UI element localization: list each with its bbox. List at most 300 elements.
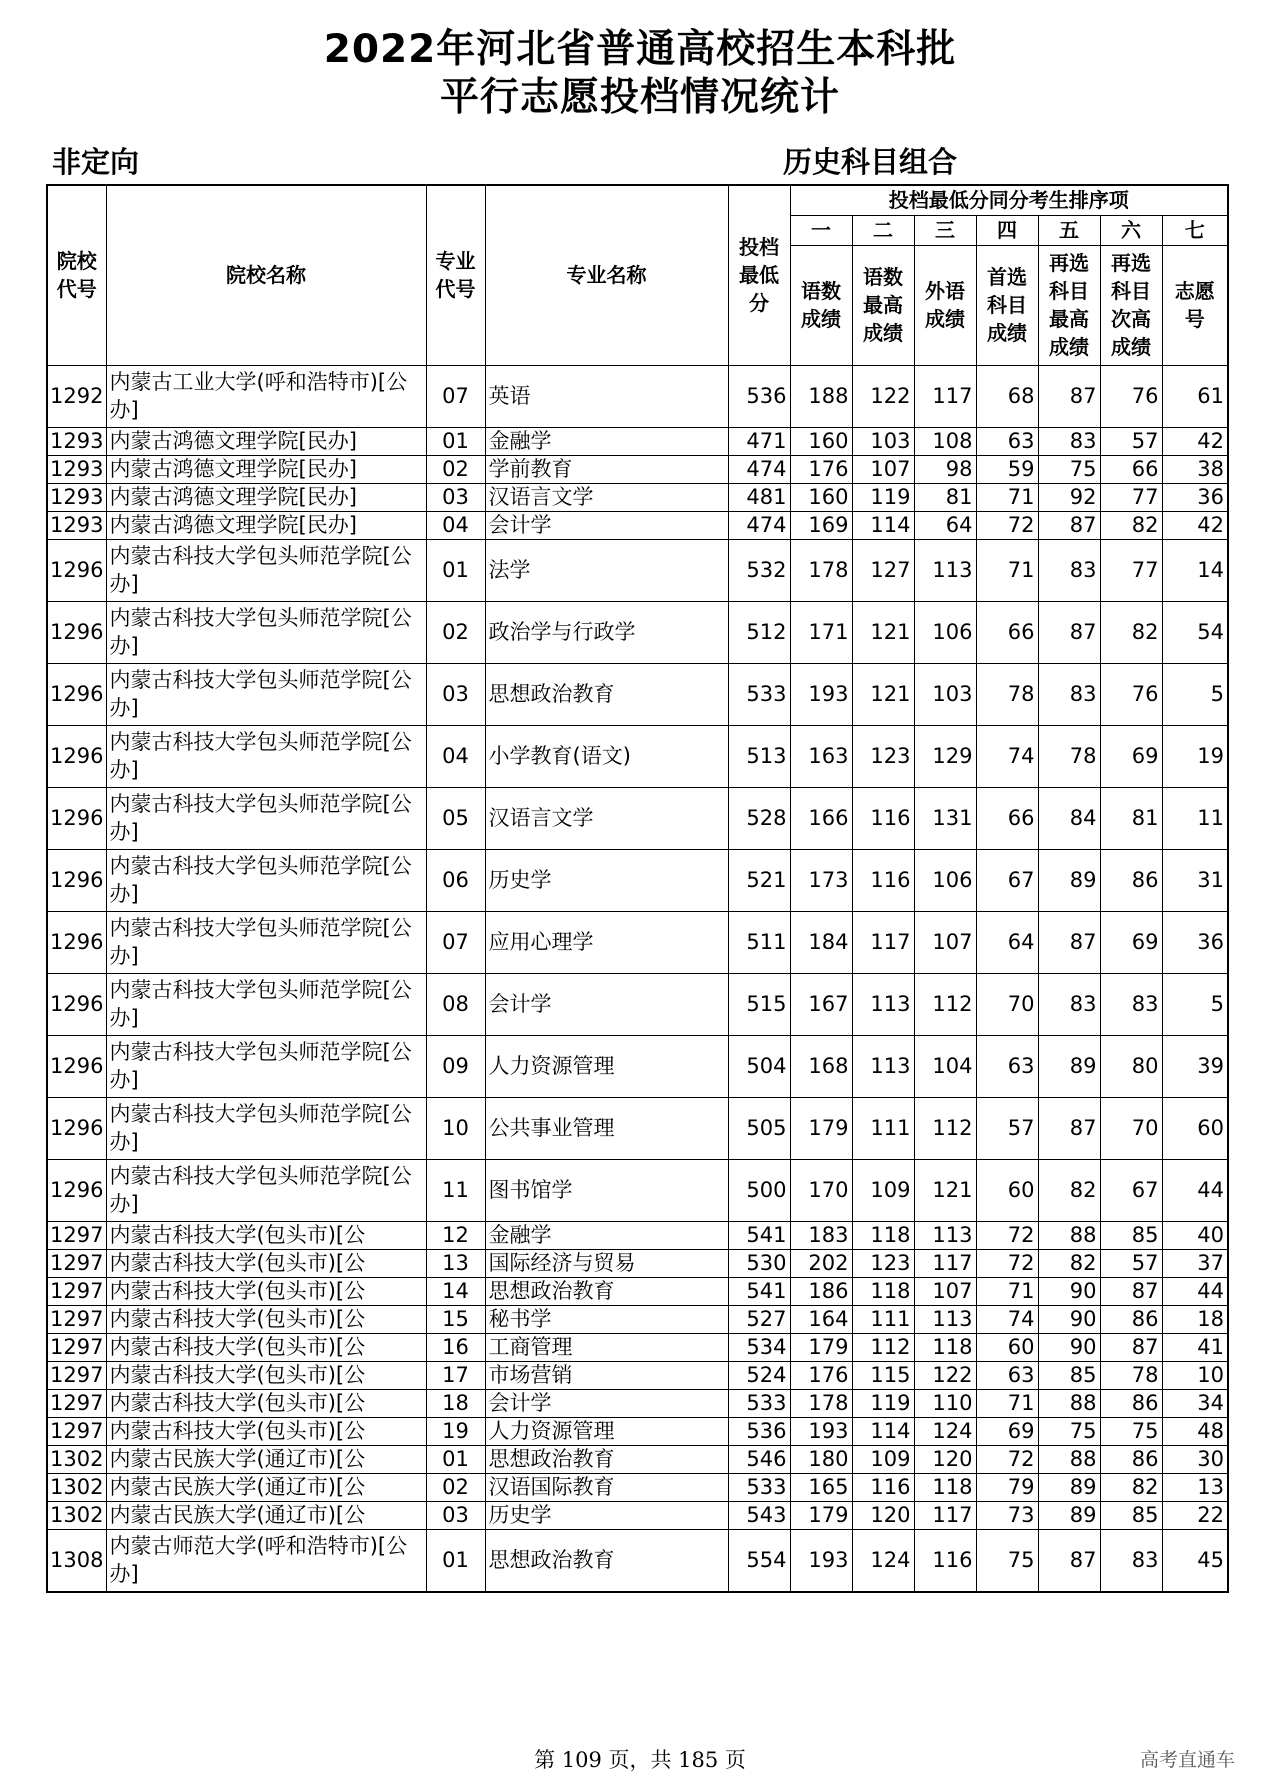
school-code-cell: 1293 bbox=[47, 455, 106, 483]
order-value-cell: 168 bbox=[790, 1035, 852, 1097]
order-value-cell: 18 bbox=[1162, 1305, 1228, 1333]
order-value-cell: 37 bbox=[1162, 1249, 1228, 1277]
order-value-cell: 76 bbox=[1100, 365, 1162, 427]
order-value-cell: 131 bbox=[914, 787, 976, 849]
order-value-cell: 90 bbox=[1038, 1277, 1100, 1305]
major-name-cell: 汉语国际教育 bbox=[485, 1473, 728, 1501]
major-code-cell: 09 bbox=[426, 1035, 485, 1097]
order-value-cell: 57 bbox=[1100, 1249, 1162, 1277]
min-score-cell: 481 bbox=[728, 483, 790, 511]
school-name-cell: 内蒙古科技大学包头师范学院[公办] bbox=[106, 601, 426, 663]
school-name-cell: 内蒙古科技大学(包头市)[公 bbox=[106, 1389, 426, 1417]
major-code-cell: 07 bbox=[426, 365, 485, 427]
table-row bbox=[47, 511, 1228, 539]
school-code-cell: 1297 bbox=[47, 1361, 106, 1389]
order-value-cell: 118 bbox=[852, 1277, 914, 1305]
major-code-cell: 19 bbox=[426, 1417, 485, 1445]
school-name-cell: 内蒙古科技大学包头师范学院[公办] bbox=[106, 539, 426, 601]
order-value-cell: 113 bbox=[914, 1305, 976, 1333]
order-value-cell: 111 bbox=[852, 1097, 914, 1159]
order-value-cell: 202 bbox=[790, 1249, 852, 1277]
order-value-cell: 68 bbox=[976, 365, 1038, 427]
school-code-cell: 1296 bbox=[47, 973, 106, 1035]
min-score-cell: 536 bbox=[728, 1417, 790, 1445]
table-row bbox=[47, 1249, 1228, 1277]
major-code-cell: 01 bbox=[426, 539, 485, 601]
header-order-item-1: 语数成绩 bbox=[790, 245, 852, 365]
order-value-cell: 116 bbox=[852, 1473, 914, 1501]
order-value-cell: 60 bbox=[976, 1333, 1038, 1361]
major-name-cell: 会计学 bbox=[485, 1389, 728, 1417]
major-code-cell: 08 bbox=[426, 973, 485, 1035]
table-row bbox=[47, 663, 1228, 725]
major-code-cell: 16 bbox=[426, 1333, 485, 1361]
major-code-cell: 12 bbox=[426, 1221, 485, 1249]
order-value-cell: 78 bbox=[1100, 1361, 1162, 1389]
header-min-score: 投档最低分 bbox=[728, 185, 790, 365]
order-value-cell: 69 bbox=[1100, 911, 1162, 973]
order-value-cell: 74 bbox=[976, 1305, 1038, 1333]
school-code-cell: 1293 bbox=[47, 511, 106, 539]
order-value-cell: 118 bbox=[914, 1473, 976, 1501]
order-value-cell: 57 bbox=[976, 1097, 1038, 1159]
order-value-cell: 116 bbox=[852, 787, 914, 849]
major-code-cell: 03 bbox=[426, 1501, 485, 1529]
school-code-cell: 1296 bbox=[47, 849, 106, 911]
major-code-cell: 15 bbox=[426, 1305, 485, 1333]
school-name-cell: 内蒙古科技大学包头师范学院[公办] bbox=[106, 663, 426, 725]
order-value-cell: 66 bbox=[976, 787, 1038, 849]
school-name-cell: 内蒙古科技大学(包头市)[公 bbox=[106, 1417, 426, 1445]
school-name-cell: 内蒙古民族大学(通辽市)[公 bbox=[106, 1445, 426, 1473]
table-row bbox=[47, 973, 1228, 1035]
order-value-cell: 74 bbox=[976, 725, 1038, 787]
table-row bbox=[47, 1159, 1228, 1221]
order-value-cell: 71 bbox=[976, 539, 1038, 601]
order-value-cell: 45 bbox=[1162, 1529, 1228, 1592]
order-value-cell: 5 bbox=[1162, 663, 1228, 725]
order-value-cell: 42 bbox=[1162, 511, 1228, 539]
major-name-cell: 国际经济与贸易 bbox=[485, 1249, 728, 1277]
order-value-cell: 86 bbox=[1100, 1305, 1162, 1333]
header-major-name: 专业名称 bbox=[485, 185, 728, 365]
order-value-cell: 179 bbox=[790, 1097, 852, 1159]
order-value-cell: 186 bbox=[790, 1277, 852, 1305]
major-code-cell: 03 bbox=[426, 483, 485, 511]
order-value-cell: 39 bbox=[1162, 1035, 1228, 1097]
plan-type-label: 非定向 bbox=[52, 145, 140, 179]
major-name-cell: 思想政治教育 bbox=[485, 1277, 728, 1305]
major-code-cell: 11 bbox=[426, 1159, 485, 1221]
school-code-cell: 1296 bbox=[47, 1097, 106, 1159]
order-value-cell: 166 bbox=[790, 787, 852, 849]
order-value-cell: 88 bbox=[1038, 1389, 1100, 1417]
min-score-cell: 534 bbox=[728, 1333, 790, 1361]
order-value-cell: 73 bbox=[976, 1501, 1038, 1529]
header-order-item-6: 再选科目次高成绩 bbox=[1100, 245, 1162, 365]
order-value-cell: 87 bbox=[1038, 365, 1100, 427]
admission-table bbox=[46, 184, 1229, 1593]
major-code-cell: 02 bbox=[426, 1473, 485, 1501]
min-score-cell: 541 bbox=[728, 1221, 790, 1249]
school-name-cell: 内蒙古民族大学(通辽市)[公 bbox=[106, 1473, 426, 1501]
table-row bbox=[47, 1097, 1228, 1159]
order-value-cell: 60 bbox=[1162, 1097, 1228, 1159]
order-value-cell: 82 bbox=[1100, 601, 1162, 663]
order-value-cell: 87 bbox=[1038, 1097, 1100, 1159]
order-value-cell: 89 bbox=[1038, 1501, 1100, 1529]
header-order-item-7: 志愿号 bbox=[1162, 245, 1228, 365]
order-value-cell: 122 bbox=[914, 1361, 976, 1389]
major-code-cell: 06 bbox=[426, 849, 485, 911]
order-value-cell: 117 bbox=[914, 1501, 976, 1529]
order-value-cell: 109 bbox=[852, 1445, 914, 1473]
major-name-cell: 金融学 bbox=[485, 1221, 728, 1249]
order-value-cell: 81 bbox=[914, 483, 976, 511]
min-score-cell: 528 bbox=[728, 787, 790, 849]
school-code-cell: 1302 bbox=[47, 1473, 106, 1501]
header-order-item-4: 首选科目成绩 bbox=[976, 245, 1038, 365]
order-value-cell: 69 bbox=[976, 1417, 1038, 1445]
school-name-cell: 内蒙古科技大学包头师范学院[公办] bbox=[106, 1097, 426, 1159]
major-name-cell: 政治学与行政学 bbox=[485, 601, 728, 663]
order-value-cell: 83 bbox=[1038, 427, 1100, 455]
table-row bbox=[47, 849, 1228, 911]
table-row bbox=[47, 1473, 1228, 1501]
order-value-cell: 112 bbox=[914, 1097, 976, 1159]
order-value-cell: 116 bbox=[914, 1529, 976, 1592]
major-code-cell: 04 bbox=[426, 725, 485, 787]
table-row bbox=[47, 483, 1228, 511]
min-score-cell: 512 bbox=[728, 601, 790, 663]
order-value-cell: 90 bbox=[1038, 1305, 1100, 1333]
school-name-cell: 内蒙古科技大学(包头市)[公 bbox=[106, 1277, 426, 1305]
order-value-cell: 176 bbox=[790, 1361, 852, 1389]
order-value-cell: 193 bbox=[790, 1417, 852, 1445]
school-name-cell: 内蒙古科技大学(包头市)[公 bbox=[106, 1333, 426, 1361]
min-score-cell: 500 bbox=[728, 1159, 790, 1221]
order-value-cell: 82 bbox=[1038, 1249, 1100, 1277]
order-value-cell: 59 bbox=[976, 455, 1038, 483]
min-score-cell: 513 bbox=[728, 725, 790, 787]
order-value-cell: 170 bbox=[790, 1159, 852, 1221]
order-value-cell: 61 bbox=[1162, 365, 1228, 427]
order-value-cell: 119 bbox=[852, 1389, 914, 1417]
major-code-cell: 13 bbox=[426, 1249, 485, 1277]
major-name-cell: 汉语言文学 bbox=[485, 787, 728, 849]
school-name-cell: 内蒙古科技大学包头师范学院[公办] bbox=[106, 787, 426, 849]
school-code-cell: 1296 bbox=[47, 601, 106, 663]
order-value-cell: 64 bbox=[976, 911, 1038, 973]
table-row bbox=[47, 455, 1228, 483]
order-value-cell: 87 bbox=[1038, 1529, 1100, 1592]
header-order-item-2: 语数最高成绩 bbox=[852, 245, 914, 365]
school-code-cell: 1297 bbox=[47, 1389, 106, 1417]
table-row bbox=[47, 1277, 1228, 1305]
subject-group-label: 历史科目组合 bbox=[783, 145, 958, 179]
school-name-cell: 内蒙古鸿德文理学院[民办] bbox=[106, 511, 426, 539]
school-name-cell: 内蒙古科技大学包头师范学院[公办] bbox=[106, 1035, 426, 1097]
table-row bbox=[47, 1333, 1228, 1361]
brand-watermark: 高考直通车 bbox=[1140, 1749, 1236, 1771]
major-name-cell: 学前教育 bbox=[485, 455, 728, 483]
page-title-line-2: 平行志愿投档情况统计 bbox=[439, 75, 840, 120]
order-value-cell: 89 bbox=[1038, 849, 1100, 911]
school-name-cell: 内蒙古科技大学包头师范学院[公办] bbox=[106, 1159, 426, 1221]
order-value-cell: 120 bbox=[914, 1445, 976, 1473]
order-value-cell: 113 bbox=[852, 1035, 914, 1097]
school-code-cell: 1297 bbox=[47, 1305, 106, 1333]
order-value-cell: 83 bbox=[1038, 539, 1100, 601]
order-value-cell: 71 bbox=[976, 1277, 1038, 1305]
header-order-item-3: 外语成绩 bbox=[914, 245, 976, 365]
school-code-cell: 1296 bbox=[47, 787, 106, 849]
order-value-cell: 121 bbox=[914, 1159, 976, 1221]
order-value-cell: 178 bbox=[790, 1389, 852, 1417]
order-value-cell: 124 bbox=[852, 1529, 914, 1592]
order-value-cell: 87 bbox=[1100, 1277, 1162, 1305]
min-score-cell: 543 bbox=[728, 1501, 790, 1529]
major-name-cell: 金融学 bbox=[485, 427, 728, 455]
order-value-cell: 71 bbox=[976, 1389, 1038, 1417]
order-value-cell: 72 bbox=[976, 1445, 1038, 1473]
order-value-cell: 67 bbox=[1100, 1159, 1162, 1221]
order-value-cell: 22 bbox=[1162, 1501, 1228, 1529]
table-row bbox=[47, 1445, 1228, 1473]
order-value-cell: 31 bbox=[1162, 849, 1228, 911]
order-value-cell: 117 bbox=[852, 911, 914, 973]
school-name-cell: 内蒙古民族大学(通辽市)[公 bbox=[106, 1501, 426, 1529]
order-value-cell: 114 bbox=[852, 511, 914, 539]
order-value-cell: 66 bbox=[1100, 455, 1162, 483]
min-score-cell: 533 bbox=[728, 1473, 790, 1501]
min-score-cell: 554 bbox=[728, 1529, 790, 1592]
order-value-cell: 160 bbox=[790, 427, 852, 455]
order-value-cell: 193 bbox=[790, 1529, 852, 1592]
school-code-cell: 1302 bbox=[47, 1501, 106, 1529]
order-value-cell: 164 bbox=[790, 1305, 852, 1333]
order-value-cell: 98 bbox=[914, 455, 976, 483]
school-code-cell: 1296 bbox=[47, 911, 106, 973]
order-value-cell: 77 bbox=[1100, 483, 1162, 511]
order-value-cell: 34 bbox=[1162, 1389, 1228, 1417]
major-name-cell: 会计学 bbox=[485, 511, 728, 539]
min-score-cell: 474 bbox=[728, 511, 790, 539]
major-name-cell: 历史学 bbox=[485, 849, 728, 911]
order-value-cell: 106 bbox=[914, 849, 976, 911]
order-value-cell: 108 bbox=[914, 427, 976, 455]
major-code-cell: 14 bbox=[426, 1277, 485, 1305]
min-score-cell: 530 bbox=[728, 1249, 790, 1277]
major-name-cell: 工商管理 bbox=[485, 1333, 728, 1361]
min-score-cell: 524 bbox=[728, 1361, 790, 1389]
order-value-cell: 13 bbox=[1162, 1473, 1228, 1501]
order-value-cell: 179 bbox=[790, 1501, 852, 1529]
order-value-cell: 38 bbox=[1162, 455, 1228, 483]
school-code-cell: 1292 bbox=[47, 365, 106, 427]
school-code-cell: 1296 bbox=[47, 539, 106, 601]
order-value-cell: 48 bbox=[1162, 1417, 1228, 1445]
major-name-cell: 会计学 bbox=[485, 973, 728, 1035]
order-value-cell: 120 bbox=[852, 1501, 914, 1529]
order-value-cell: 87 bbox=[1038, 601, 1100, 663]
header-order-6: 六 bbox=[1100, 215, 1162, 245]
order-value-cell: 80 bbox=[1100, 1035, 1162, 1097]
order-value-cell: 36 bbox=[1162, 911, 1228, 973]
order-value-cell: 72 bbox=[976, 1249, 1038, 1277]
order-value-cell: 113 bbox=[914, 539, 976, 601]
order-value-cell: 64 bbox=[914, 511, 976, 539]
school-name-cell: 内蒙古鸿德文理学院[民办] bbox=[106, 455, 426, 483]
school-name-cell: 内蒙古工业大学(呼和浩特市)[公办] bbox=[106, 365, 426, 427]
order-value-cell: 86 bbox=[1100, 849, 1162, 911]
major-name-cell: 思想政治教育 bbox=[485, 1529, 728, 1592]
major-name-cell: 市场营销 bbox=[485, 1361, 728, 1389]
header-order-4: 四 bbox=[976, 215, 1038, 245]
header-order-5: 五 bbox=[1038, 215, 1100, 245]
order-value-cell: 83 bbox=[1100, 1529, 1162, 1592]
table-row bbox=[47, 911, 1228, 973]
order-value-cell: 123 bbox=[852, 725, 914, 787]
order-value-cell: 116 bbox=[852, 849, 914, 911]
order-value-cell: 63 bbox=[976, 427, 1038, 455]
major-code-cell: 02 bbox=[426, 601, 485, 663]
order-value-cell: 75 bbox=[1038, 455, 1100, 483]
order-value-cell: 57 bbox=[1100, 427, 1162, 455]
order-value-cell: 103 bbox=[914, 663, 976, 725]
school-code-cell: 1297 bbox=[47, 1221, 106, 1249]
school-code-cell: 1296 bbox=[47, 1035, 106, 1097]
order-value-cell: 179 bbox=[790, 1333, 852, 1361]
order-value-cell: 82 bbox=[1038, 1159, 1100, 1221]
order-value-cell: 5 bbox=[1162, 973, 1228, 1035]
order-value-cell: 44 bbox=[1162, 1277, 1228, 1305]
order-value-cell: 88 bbox=[1038, 1221, 1100, 1249]
major-name-cell: 思想政治教育 bbox=[485, 1445, 728, 1473]
min-score-cell: 515 bbox=[728, 973, 790, 1035]
order-value-cell: 10 bbox=[1162, 1361, 1228, 1389]
major-code-cell: 05 bbox=[426, 787, 485, 849]
school-code-cell: 1308 bbox=[47, 1529, 106, 1592]
order-value-cell: 84 bbox=[1038, 787, 1100, 849]
school-code-cell: 1297 bbox=[47, 1417, 106, 1445]
page-number: 第 109 页，共 185 页 bbox=[534, 1748, 746, 1772]
min-score-cell: 527 bbox=[728, 1305, 790, 1333]
page-title-line-1: 2022年河北省普通高校招生本科批 bbox=[323, 27, 957, 72]
order-value-cell: 178 bbox=[790, 539, 852, 601]
min-score-cell: 504 bbox=[728, 1035, 790, 1097]
order-value-cell: 119 bbox=[852, 483, 914, 511]
order-value-cell: 83 bbox=[1038, 973, 1100, 1035]
order-value-cell: 163 bbox=[790, 725, 852, 787]
order-value-cell: 54 bbox=[1162, 601, 1228, 663]
order-value-cell: 180 bbox=[790, 1445, 852, 1473]
school-name-cell: 内蒙古科技大学包头师范学院[公办] bbox=[106, 849, 426, 911]
major-name-cell: 英语 bbox=[485, 365, 728, 427]
order-value-cell: 171 bbox=[790, 601, 852, 663]
min-score-cell: 511 bbox=[728, 911, 790, 973]
order-value-cell: 193 bbox=[790, 663, 852, 725]
order-value-cell: 14 bbox=[1162, 539, 1228, 601]
order-value-cell: 121 bbox=[852, 601, 914, 663]
order-value-cell: 165 bbox=[790, 1473, 852, 1501]
table-row bbox=[47, 725, 1228, 787]
major-name-cell: 法学 bbox=[485, 539, 728, 601]
order-value-cell: 87 bbox=[1038, 511, 1100, 539]
table-row bbox=[47, 1221, 1228, 1249]
order-value-cell: 169 bbox=[790, 511, 852, 539]
major-name-cell: 历史学 bbox=[485, 1501, 728, 1529]
order-value-cell: 63 bbox=[976, 1035, 1038, 1097]
order-value-cell: 72 bbox=[976, 511, 1038, 539]
order-value-cell: 72 bbox=[976, 1221, 1038, 1249]
order-value-cell: 89 bbox=[1038, 1473, 1100, 1501]
school-name-cell: 内蒙古科技大学(包头市)[公 bbox=[106, 1221, 426, 1249]
order-value-cell: 63 bbox=[976, 1361, 1038, 1389]
order-value-cell: 78 bbox=[976, 663, 1038, 725]
min-score-cell: 474 bbox=[728, 455, 790, 483]
major-code-cell: 17 bbox=[426, 1361, 485, 1389]
min-score-cell: 532 bbox=[728, 539, 790, 601]
order-value-cell: 107 bbox=[852, 455, 914, 483]
order-value-cell: 107 bbox=[914, 911, 976, 973]
order-value-cell: 107 bbox=[914, 1277, 976, 1305]
order-value-cell: 85 bbox=[1100, 1221, 1162, 1249]
school-name-cell: 内蒙古科技大学(包头市)[公 bbox=[106, 1305, 426, 1333]
order-value-cell: 87 bbox=[1100, 1333, 1162, 1361]
order-value-cell: 79 bbox=[976, 1473, 1038, 1501]
order-value-cell: 121 bbox=[852, 663, 914, 725]
major-code-cell: 03 bbox=[426, 663, 485, 725]
table-row bbox=[47, 427, 1228, 455]
major-name-cell: 公共事业管理 bbox=[485, 1097, 728, 1159]
table-row bbox=[47, 1361, 1228, 1389]
order-value-cell: 76 bbox=[1100, 663, 1162, 725]
major-code-cell: 01 bbox=[426, 1445, 485, 1473]
major-name-cell: 人力资源管理 bbox=[485, 1417, 728, 1445]
table-row bbox=[47, 1305, 1228, 1333]
school-name-cell: 内蒙古师范大学(呼和浩特市)[公办] bbox=[106, 1529, 426, 1592]
header-school-code: 院校代号 bbox=[47, 185, 106, 365]
min-score-cell: 533 bbox=[728, 1389, 790, 1417]
order-value-cell: 106 bbox=[914, 601, 976, 663]
major-name-cell: 汉语言文学 bbox=[485, 483, 728, 511]
min-score-cell: 546 bbox=[728, 1445, 790, 1473]
order-value-cell: 86 bbox=[1100, 1445, 1162, 1473]
min-score-cell: 505 bbox=[728, 1097, 790, 1159]
order-value-cell: 114 bbox=[852, 1417, 914, 1445]
school-name-cell: 内蒙古鸿德文理学院[民办] bbox=[106, 483, 426, 511]
major-code-cell: 04 bbox=[426, 511, 485, 539]
order-value-cell: 36 bbox=[1162, 483, 1228, 511]
order-value-cell: 129 bbox=[914, 725, 976, 787]
order-value-cell: 85 bbox=[1038, 1361, 1100, 1389]
order-value-cell: 69 bbox=[1100, 725, 1162, 787]
order-value-cell: 83 bbox=[1038, 663, 1100, 725]
order-value-cell: 183 bbox=[790, 1221, 852, 1249]
major-name-cell: 人力资源管理 bbox=[485, 1035, 728, 1097]
order-value-cell: 103 bbox=[852, 427, 914, 455]
order-value-cell: 113 bbox=[852, 973, 914, 1035]
school-code-cell: 1296 bbox=[47, 725, 106, 787]
order-value-cell: 82 bbox=[1100, 1473, 1162, 1501]
major-code-cell: 07 bbox=[426, 911, 485, 973]
table-row bbox=[47, 1389, 1228, 1417]
order-value-cell: 111 bbox=[852, 1305, 914, 1333]
order-value-cell: 88 bbox=[1038, 1445, 1100, 1473]
school-name-cell: 内蒙古科技大学(包头市)[公 bbox=[106, 1249, 426, 1277]
table-row bbox=[47, 539, 1228, 601]
